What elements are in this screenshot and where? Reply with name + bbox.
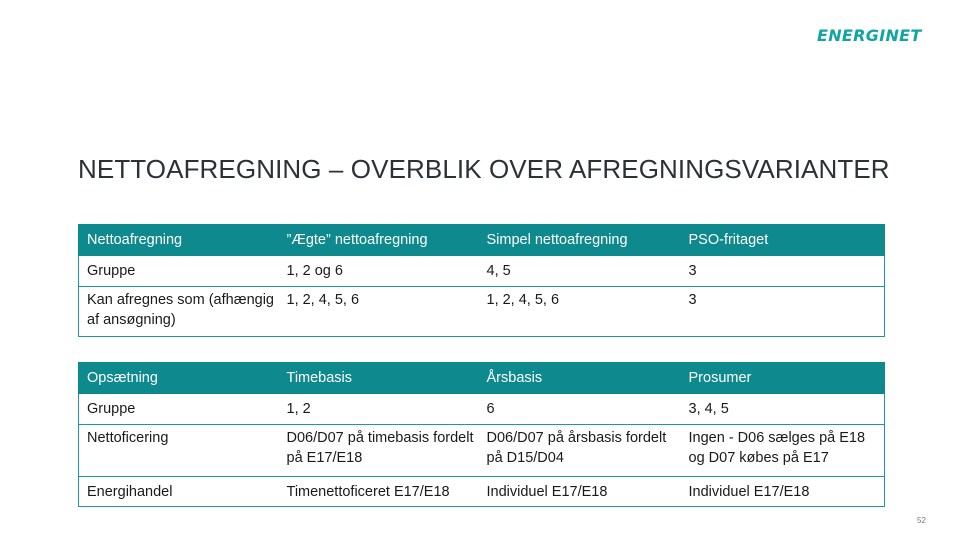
table-row [79, 477, 885, 507]
table-cell: Gruppe [79, 394, 279, 425]
table-cell: Nettoficering [79, 425, 279, 477]
settlement-variants-table [78, 224, 885, 337]
header-cell: Opsætning [79, 363, 279, 394]
table-cell: 3 [681, 287, 885, 337]
table-cell: Gruppe [79, 256, 279, 287]
table-row [79, 394, 885, 425]
table-cell: Individuel E17/E18 [479, 477, 681, 507]
header-cell: Prosumer [681, 363, 885, 394]
header-cell: ”Ægte” nettoafregning [279, 225, 479, 256]
table-cell: 1, 2 og 6 [279, 256, 479, 287]
table-cell: D06/D07 på årsbasis fordelt på D15/D04 [479, 425, 681, 477]
table-cell: 3, 4, 5 [681, 394, 885, 425]
table-cell: 1, 2, 4, 5, 6 [279, 287, 479, 337]
header-cell: Nettoafregning [79, 225, 279, 256]
header-cell: PSO-fritaget [681, 225, 885, 256]
table-header-row [79, 363, 885, 394]
table-row [79, 256, 885, 287]
table-cell: Timenettoficeret E17/E18 [279, 477, 479, 507]
energinet-logo: ENERGINET [817, 26, 922, 45]
setup-table [78, 362, 885, 507]
table-row [79, 425, 885, 477]
table-cell: Ingen - D06 sælges på E18 og D07 købes på E17 [681, 425, 885, 477]
table-cell: Individuel E17/E18 [681, 477, 885, 507]
table-cell: 1, 2 [279, 394, 479, 425]
table-cell: 6 [479, 394, 681, 425]
table-cell: Kan afregnes som (afhængig af ansøgning) [79, 287, 279, 337]
table-cell: 3 [681, 256, 885, 287]
page-number: 52 [917, 516, 926, 525]
table-cell: 1, 2, 4, 5, 6 [479, 287, 681, 337]
header-cell: Timebasis [279, 363, 479, 394]
header-cell: Simpel nettoafregning [479, 225, 681, 256]
table-cell: 4, 5 [479, 256, 681, 287]
slide-title: NETTOAFREGNING – OVERBLIK OVER AFREGNINGSVARIANTER [78, 154, 890, 184]
table-cell: D06/D07 på timebasis fordelt på E17/E18 [279, 425, 479, 477]
table-header-row [79, 225, 885, 256]
table-row [79, 287, 885, 337]
header-cell: Årsbasis [479, 363, 681, 394]
table-cell: Energihandel [79, 477, 279, 507]
